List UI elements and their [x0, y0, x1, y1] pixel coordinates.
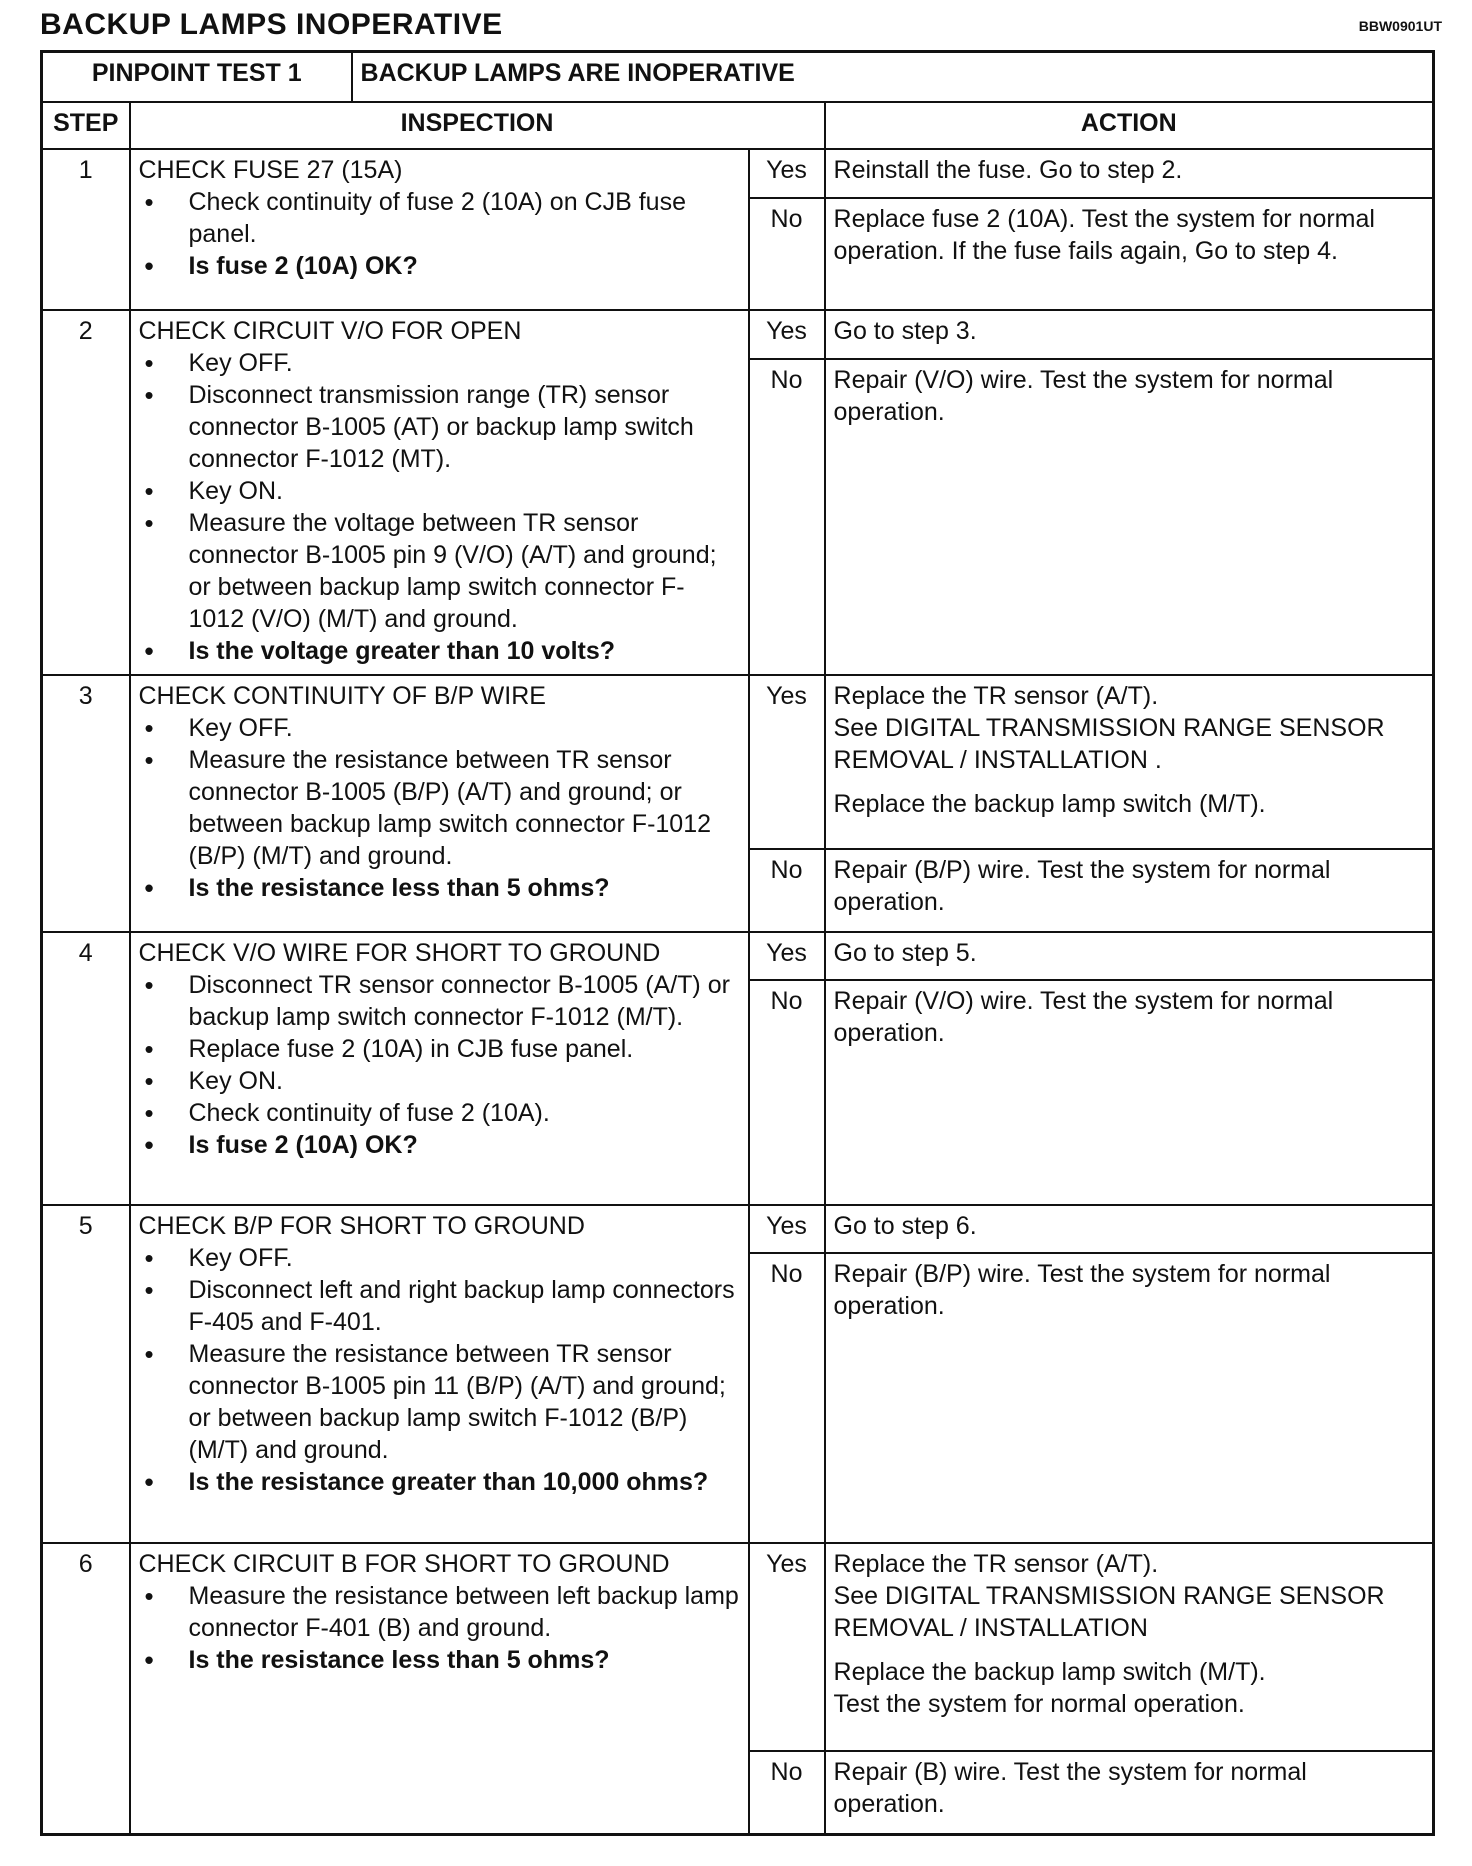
test-label: PINPOINT TEST 1: [42, 52, 352, 102]
yes-label: Yes: [749, 1205, 825, 1253]
step-inspection: [130, 932, 749, 1205]
step-question: • Is the resistance less than 5 ohms?: [139, 1644, 740, 1676]
step-bullet: • Check continuity of fuse 2 (10A).: [139, 1097, 740, 1129]
no-action: Replace fuse 2 (10A). Test the system for normal operation. If the fuse fails again, Go to step 4.: [825, 198, 1434, 311]
step-row: [42, 1205, 1434, 1253]
column-header-action: ACTION: [825, 102, 1434, 149]
yes-action-line: Replace the backup lamp switch (M/T).: [833, 1658, 1266, 1687]
yes-action-line: Test the system for normal operation.: [833, 1690, 1245, 1719]
step-bullet: • Measure the resistance between left backup lamp connector F-401 (B) and ground.: [139, 1580, 740, 1644]
step-inspection: [130, 310, 749, 675]
step-number: 2: [42, 310, 130, 675]
step-question: • Is the voltage greater than 10 volts?: [139, 635, 740, 667]
step-inspection: [130, 675, 749, 932]
step-row: [42, 1543, 1434, 1751]
step-bullet: • Key OFF.: [139, 1242, 740, 1274]
yes-action-reference: See DIGITAL TRANSMISSION RANGE SENSOR REMOVAL / INSTALLATION .: [833, 714, 1385, 774]
step-bullets: [139, 347, 740, 667]
step-bullet: • Key ON.: [139, 1065, 740, 1097]
step-bullets: [139, 1242, 740, 1498]
step-bullets: [139, 712, 740, 904]
step-title: CHECK FUSE 27 (15A): [138, 156, 403, 185]
yes-action: Go to step 6.: [825, 1205, 1434, 1253]
yes-label: Yes: [749, 932, 825, 980]
no-label: No: [749, 198, 825, 311]
step-bullet: • Replace fuse 2 (10A) in CJB fuse panel.: [139, 1033, 740, 1065]
step-bullet: • Disconnect TR sensor connector B-1005 (A/T) or backup lamp switch connector F-1012 (M/T).: [139, 969, 740, 1033]
step-question: • Is the resistance less than 5 ohms?: [139, 872, 740, 904]
yes-action-line: Replace the backup lamp switch (M/T).: [833, 790, 1266, 818]
step-bullet: • Key OFF.: [139, 347, 740, 379]
step-inspection: [130, 1205, 749, 1543]
step-title: CHECK CONTINUITY OF B/P WIRE: [138, 682, 546, 710]
step-number: 1: [42, 149, 130, 310]
yes-action: [825, 1543, 1434, 1751]
step-inspection: [130, 149, 749, 310]
step-title: CHECK V/O WIRE FOR SHORT TO GROUND: [138, 938, 661, 967]
step-bullet: • Check continuity of fuse 2 (10A) on CJB fuse panel.: [139, 186, 740, 250]
step-row: [42, 932, 1434, 980]
yes-label: Yes: [749, 310, 825, 359]
column-header-inspection: INSPECTION: [130, 102, 825, 149]
step-number: 4: [42, 932, 130, 1205]
step-number: 3: [42, 675, 130, 932]
no-action: Repair (V/O) wire. Test the system for normal operation.: [825, 980, 1434, 1205]
step-bullets: [139, 969, 740, 1161]
step-bullet: • Disconnect transmission range (TR) sensor connector B-1005 (AT) or backup lamp switch connector F-1012 (MT).: [139, 379, 740, 475]
page-title: BACKUP LAMPS INOPERATIVE: [40, 8, 503, 41]
step-bullet: • Key ON.: [139, 475, 740, 507]
no-action: Repair (B) wire. Test the system for normal operation.: [825, 1751, 1434, 1835]
no-action: Repair (V/O) wire. Test the system for normal operation.: [825, 359, 1434, 675]
no-action: Repair (B/P) wire. Test the system for normal operation.: [825, 849, 1434, 932]
yes-action: Go to step 5.: [825, 932, 1434, 980]
yes-label: Yes: [749, 149, 825, 197]
step-row: [42, 310, 1434, 359]
step-row: [42, 675, 1434, 849]
step-row: [42, 149, 1434, 197]
step-number: 6: [42, 1543, 130, 1834]
step-bullet: • Measure the resistance between TR sensor connector B-1005 (B/P) (A/T) and ground; or between backup lamp switch connector F-1012 (B/P) (M/T) and ground.: [139, 744, 740, 872]
step-bullet: • Measure the voltage between TR sensor connector B-1005 pin 9 (V/O) (A/T) and ground; or between backup lamp switch connector F-1012 (V/O) (M/T) and ground.: [139, 507, 740, 635]
no-action: Repair (B/P) wire. Test the system for normal operation.: [825, 1253, 1434, 1543]
test-title-row: [42, 52, 1434, 102]
yes-action-reference: See DIGITAL TRANSMISSION RANGE SENSOR REMOVAL / INSTALLATION: [833, 1582, 1385, 1643]
step-number: 5: [42, 1205, 130, 1543]
step-title: CHECK CIRCUIT B FOR SHORT TO GROUND: [138, 1550, 670, 1579]
no-label: No: [749, 980, 825, 1205]
no-label: No: [749, 849, 825, 932]
figure-code: BBW0901UT: [1358, 18, 1442, 34]
step-title: CHECK B/P FOR SHORT TO GROUND: [138, 1211, 585, 1240]
no-label: No: [749, 1751, 825, 1835]
test-name: BACKUP LAMPS ARE INOPERATIVE: [352, 52, 1434, 102]
yes-action: Reinstall the fuse. Go to step 2.: [825, 149, 1434, 197]
yes-action: [825, 675, 1434, 849]
step-title: CHECK CIRCUIT V/O FOR OPEN: [138, 317, 522, 346]
step-bullet: • Measure the resistance between TR sensor connector B-1005 pin 11 (B/P) (A/T) and ground; or between backup lamp switch F-1012 (B/P) (M/T) and ground.: [139, 1338, 740, 1466]
step-question: • Is the resistance greater than 10,000 ohms?: [139, 1466, 740, 1498]
column-header-row: [42, 102, 1434, 149]
yes-action-line: Replace the TR sensor (A/T).: [833, 682, 1159, 710]
step-question: • Is fuse 2 (10A) OK?: [139, 1129, 740, 1161]
step-bullet: • Disconnect left and right backup lamp connectors F-405 and F-401.: [139, 1274, 740, 1338]
no-label: No: [749, 359, 825, 675]
yes-action: Go to step 3.: [825, 310, 1434, 359]
yes-label: Yes: [749, 1543, 825, 1751]
step-bullets: [139, 1580, 740, 1676]
column-header-step: STEP: [42, 102, 130, 149]
yes-label: Yes: [749, 675, 825, 849]
step-question: • Is fuse 2 (10A) OK?: [139, 250, 740, 282]
step-bullet: • Key OFF.: [139, 712, 740, 744]
no-label: No: [749, 1253, 825, 1543]
step-bullets: [139, 186, 740, 282]
yes-action-line: Replace the TR sensor (A/T).: [833, 1550, 1159, 1579]
pinpoint-test-table: [40, 50, 1435, 1836]
step-inspection: [130, 1543, 749, 1834]
